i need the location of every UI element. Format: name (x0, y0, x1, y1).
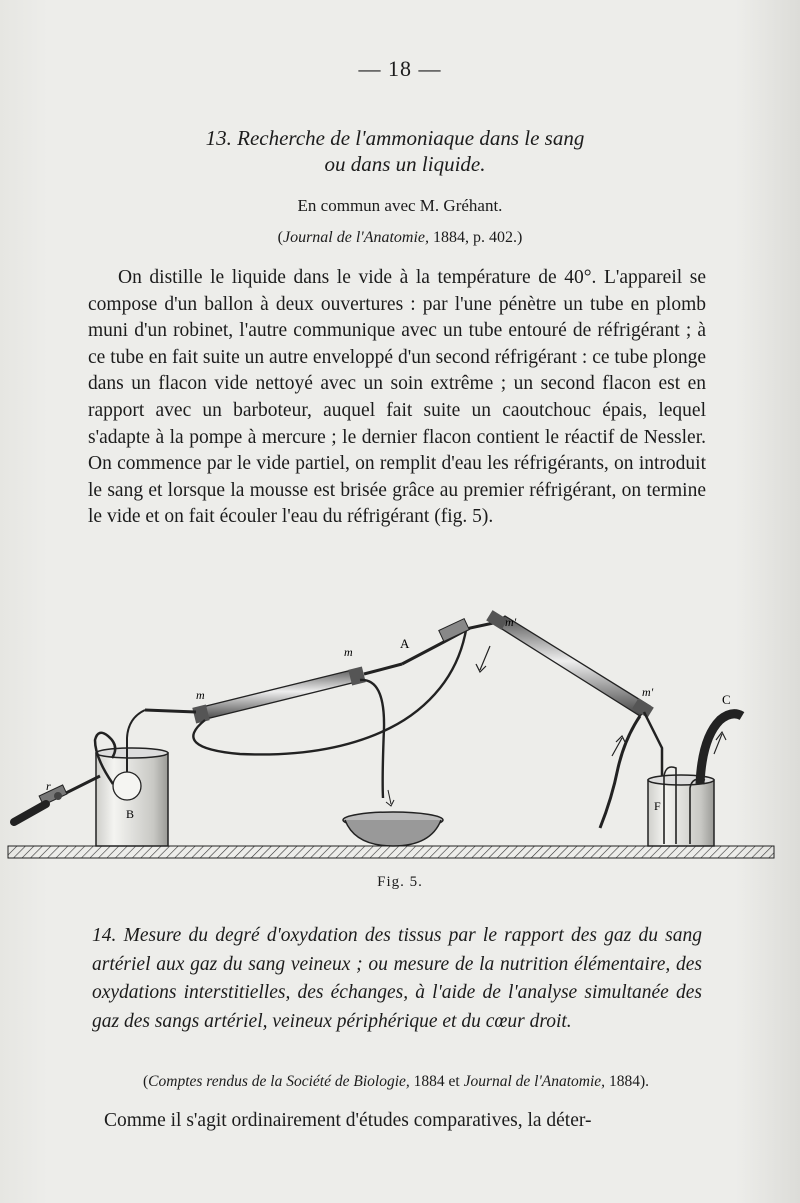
section-14-title: 14. Mesure du degré d'oxydation des tissus par le rapport des gaz du sang artériel aux gaz du sang veineux ; ou mesure de la nutrition élémentaire, des oxydations interstitielles, des échanges, à l'aide de l'analyse simultanée des gaz des sangs artériel, veineux périphérique et du cœur droit. (92, 925, 702, 1032)
journal-reference (0, 229, 800, 247)
basin (343, 812, 443, 846)
connector-a (402, 619, 498, 664)
label-m-left: m (196, 688, 205, 702)
section-14-paragraph-start: Comme il s'agit ordinairement d'études comparatives, la déter- (104, 1110, 592, 1131)
reference-journal: Journal de l'Anatomie, (282, 229, 430, 246)
page-number: — 18 — (358, 56, 442, 81)
ref-open: ( (143, 1073, 149, 1090)
collaboration-note: En commun avec M. Gréhant. (297, 196, 503, 215)
label-c: C (722, 692, 731, 707)
condenser-hose-1 (193, 630, 466, 754)
section-13-title-line-2: ou dans un liquide. (324, 152, 486, 176)
label-m-prime-right: m' (642, 685, 654, 699)
tube-c (700, 714, 742, 784)
ref-journal-1: Comptes rendus de la Société de Biologie, (148, 1073, 410, 1090)
left-jar-b (96, 710, 168, 846)
ref-close: 1884). (605, 1073, 649, 1090)
label-f: F (654, 799, 661, 813)
section-13-paragraph: On distille le liquide dans le vide à la température de 40°. L'appareil se compose d'un ballon à deux ouvertures : par l'une pénètre un tube en plomb muni d'un robinet, l'autre communique avec un tube entouré de réfrigérant ; à ce tube en fait suite un autre enveloppé d'un second réfrigérant : ce tube plonge dans un flacon vide nettoyé avec un soin extrême ; un second flacon est en rapport avec un barboteur, auquel fait suite un caoutchouc épais, lequel s'adapte à la pompe à mercure ; le dernier flacon contient le réactif de Nessler. On commence par le vide partiel, on remplit d'eau les réfrigérants, on introduit le sang et lorsque la mousse est brisée grâce au premier réfrigérant, on termine le vide et on fait écouler l'eau du réfrigérant (fig. 5). (88, 267, 706, 528)
arrow-upper (476, 646, 490, 672)
label-m-prime-top: m' (505, 615, 517, 629)
ref-journal-2: Journal de l'Anatomie, (463, 1073, 606, 1090)
figure-caption: Fig. 5. (377, 874, 423, 890)
first-condenser (145, 664, 402, 723)
condenser-hose-3 (600, 716, 640, 828)
reference-open: ( (277, 229, 283, 246)
table-surface (8, 846, 774, 858)
label-m-upper: m (344, 645, 353, 659)
ref-mid: 1884 et (409, 1073, 464, 1090)
section-13-title-line-1: 13. Recherche de l'ammoniaque dans le sang (205, 126, 585, 150)
section-14-references (86, 1073, 706, 1091)
figure-5-apparatus (0, 608, 800, 868)
label-r: r (46, 779, 51, 793)
label-a: A (400, 636, 410, 651)
second-condenser (486, 610, 662, 808)
reference-rest: 1884, p. 402.) (429, 229, 523, 246)
label-b: B (126, 807, 135, 821)
